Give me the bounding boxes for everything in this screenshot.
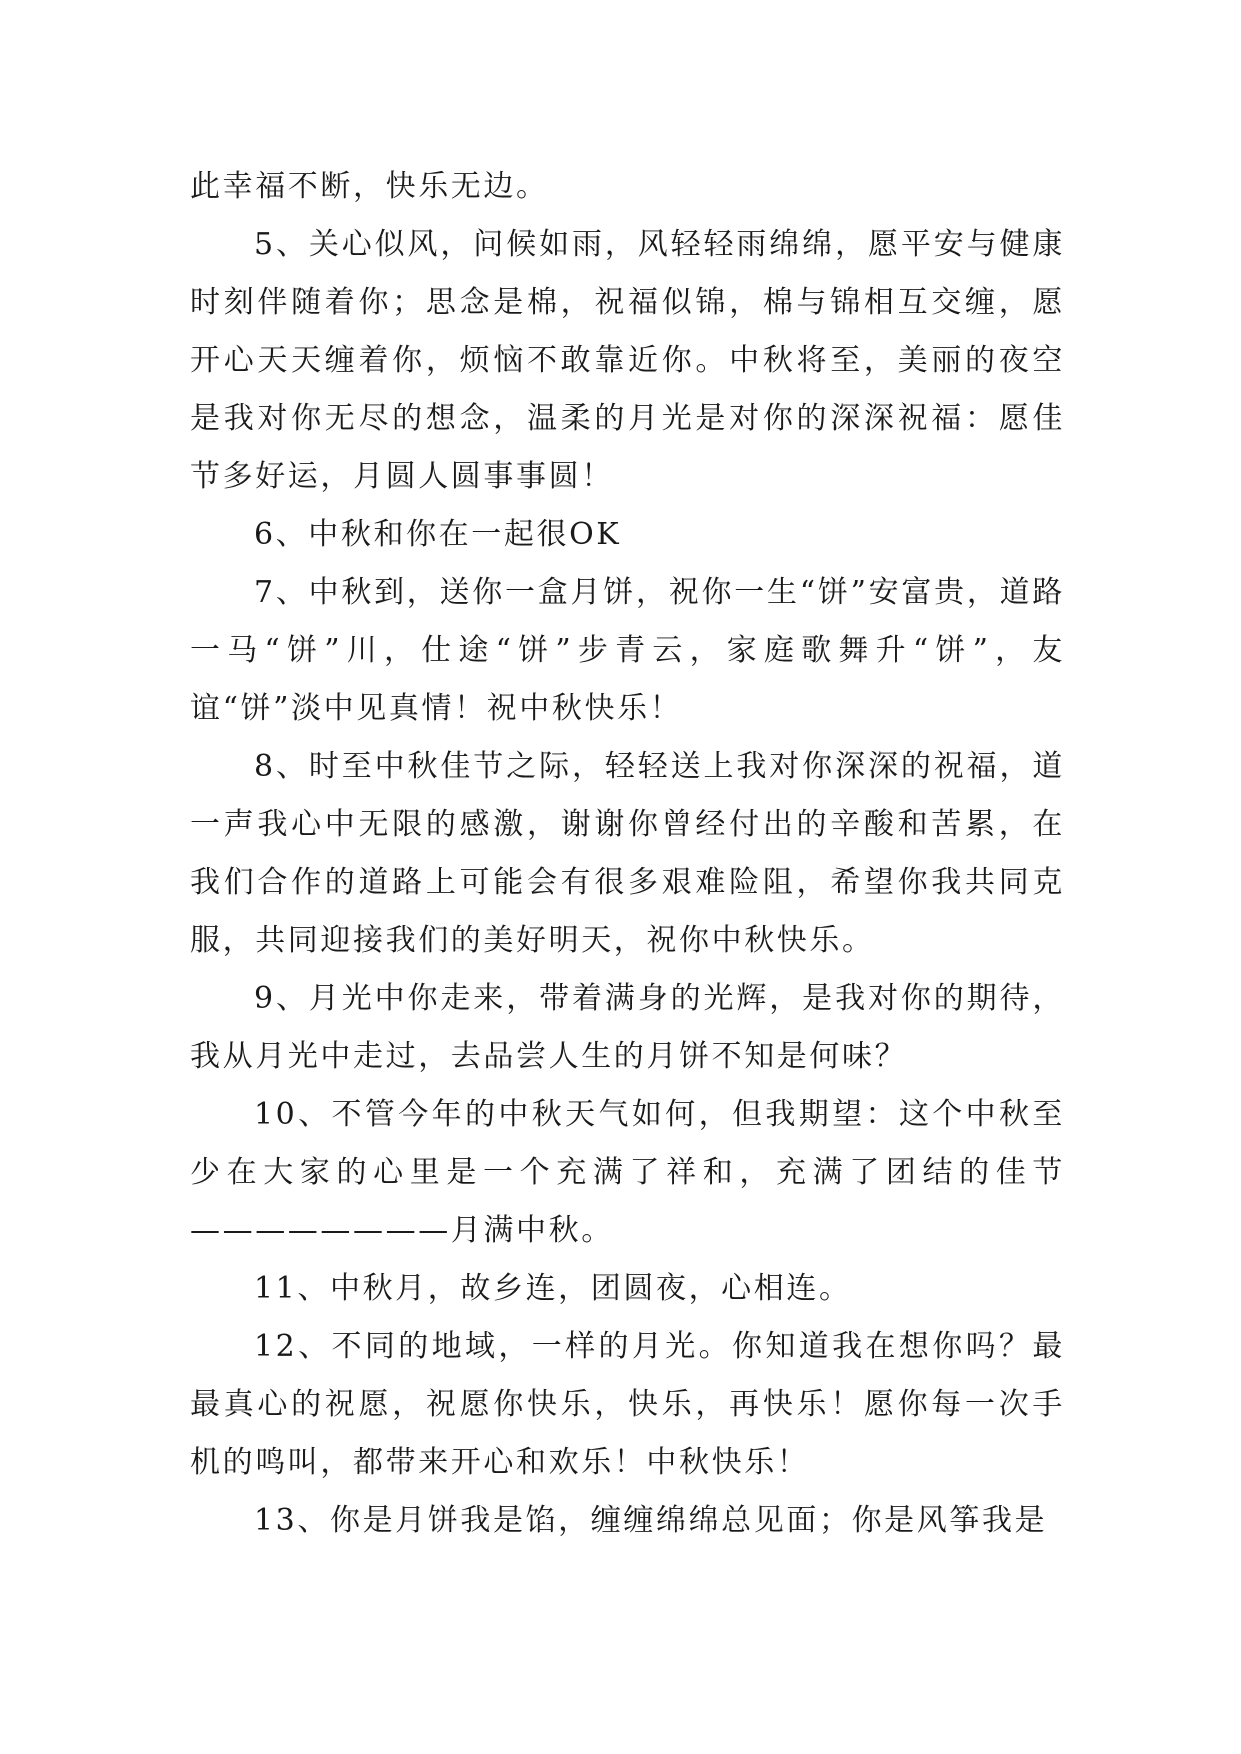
paragraph-wish-8: 8、时至中秋佳节之际，轻轻送上我对你深深的祝福，道一声我心中无限的感激，谢谢你曾经付出的辛酸和苦累，在我们合作的道路上可能会有很多艰难险阻，希望你我共同克服，共同迎接我们的美好明天，祝你中秋快乐。 (190, 749, 1065, 958)
paragraph-wish-7: 7、中秋到，送你一盒月饼，祝你一生“饼”安富贵，道路一马“饼”川，仕途“饼”步青云，家庭歌舞升“饼”，友谊“饼”淡中见真情！祝中秋快乐！ (190, 575, 1065, 726)
paragraph-wish-11: 11、中秋月，故乡连，团圆夜，心相连。 (254, 1271, 852, 1306)
paragraph-wish-12: 12、不同的地域，一样的月光。你知道我在想你吗？最最真心的祝愿，祝愿你快乐，快乐，再快乐！愿你每一次手机的鸣叫，都带来开心和欢乐！中秋快乐！ (190, 1329, 1065, 1480)
paragraph-wish-9: 9、月光中你走来，带着满身的光辉，是我对你的期待，我从月光中走过，去品尝人生的月饼不知是何味？ (190, 981, 1065, 1074)
paragraph-wish-5: 5、关心似风，问候如雨，风轻轻雨绵绵，愿平安与健康时刻伴随着你；思念是棉，祝福似锦，棉与锦相互交缠，愿开心天天缠着你，烦恼不敢靠近你。中秋将至，美丽的夜空是我对你无尽的想念，温柔的月光是对你的深深祝福：愿佳节多好运，月圆人圆事事圆！ (190, 227, 1065, 494)
paragraph-wish-10: 10、不管今年的中秋天气如何，但我期望：这个中秋至少在大家的心里是一个充满了祥和，充满了团结的佳节————————月满中秋。 (190, 1097, 1065, 1248)
document-body (190, 158, 1065, 1550)
paragraph-continuation: 此幸福不断，快乐无边。 (190, 169, 549, 204)
paragraph-wish-13: 13、你是月饼我是馅，缠缠绵绵总见面；你是风筝我是 (254, 1503, 1048, 1538)
paragraph-wish-6: 6、中秋和你在一起很OK (254, 517, 622, 552)
